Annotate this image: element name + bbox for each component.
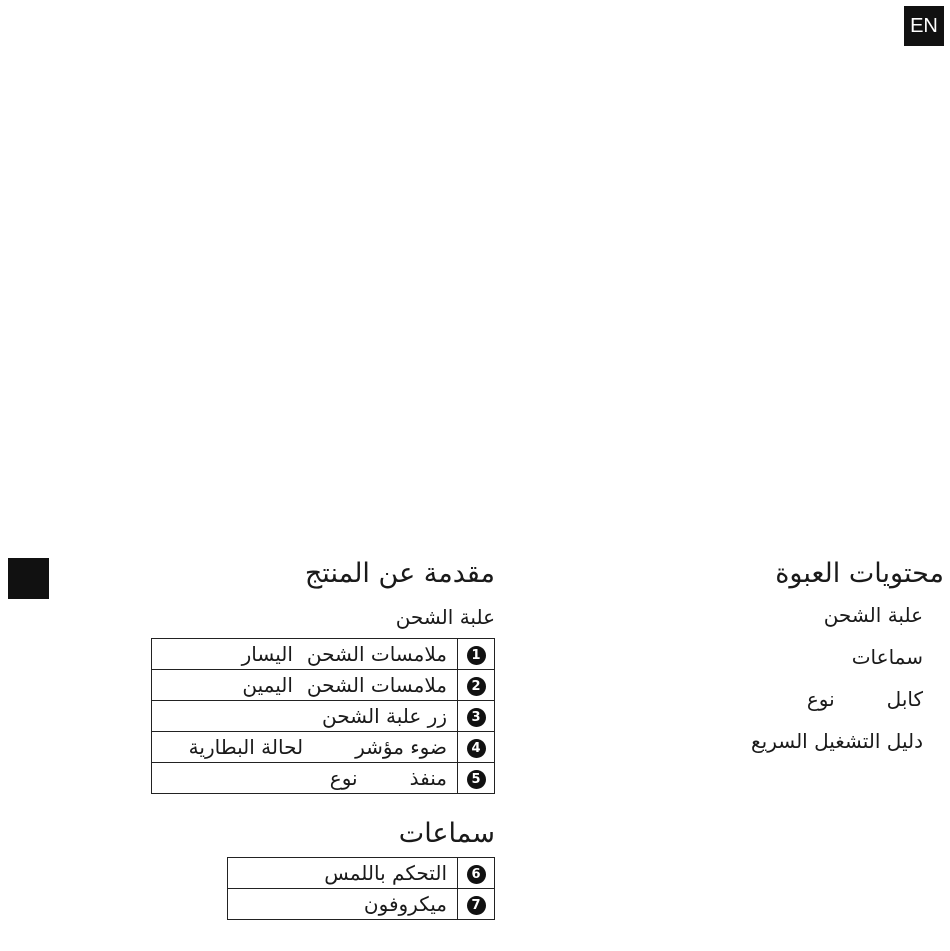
product-intro-title: مقدمة عن المنتج [304, 558, 495, 589]
table-row [152, 670, 495, 701]
cable-type-label: نوع [806, 687, 835, 711]
table-row [152, 763, 495, 794]
part-detail: نوع [329, 766, 358, 790]
earbud-parts-table [227, 857, 495, 920]
table-row [228, 889, 495, 920]
black-square-marker [8, 558, 49, 599]
part-detail: اليمين [242, 673, 293, 697]
number-badge-5: 5 [467, 770, 486, 789]
part-label: ملامسات الشحن [306, 673, 447, 697]
number-badge-4: 4 [467, 739, 486, 758]
number-badge-6: 6 [467, 865, 486, 884]
number-badge-3: 3 [467, 708, 486, 727]
charging-case-parts-table [151, 638, 495, 794]
part-label: ميكروفون [363, 892, 447, 916]
charging-case-subtitle: علبة الشحن [395, 605, 495, 629]
language-badge[interactable]: EN [904, 6, 944, 46]
table-row [228, 858, 495, 889]
table-row [152, 639, 495, 670]
cable-label: كابل [886, 687, 923, 711]
part-label: ملامسات الشحن [306, 642, 447, 666]
list-item-earbuds: سماعات [851, 645, 923, 669]
list-item-charging-case: علبة الشحن [823, 603, 923, 627]
part-label: منفذ [409, 766, 447, 790]
list-item-quick-start-guide: دليل التشغيل السريع [751, 729, 923, 753]
number-badge-2: 2 [467, 677, 486, 696]
list-item-cable [807, 687, 923, 711]
number-badge-1: 1 [467, 646, 486, 665]
package-contents-title: محتويات العبوة [775, 558, 944, 589]
table-row [152, 701, 495, 732]
number-badge-7: 7 [467, 896, 486, 915]
part-label: زر علبة الشحن [322, 704, 447, 728]
part-detail: اليسار [241, 642, 293, 666]
part-label: التحكم باللمس [324, 861, 447, 885]
earbuds-subtitle: سماعات [398, 818, 495, 849]
part-label: ضوء مؤشر [355, 735, 447, 759]
table-row [152, 732, 495, 763]
part-detail: لحالة البطارية [188, 735, 304, 759]
